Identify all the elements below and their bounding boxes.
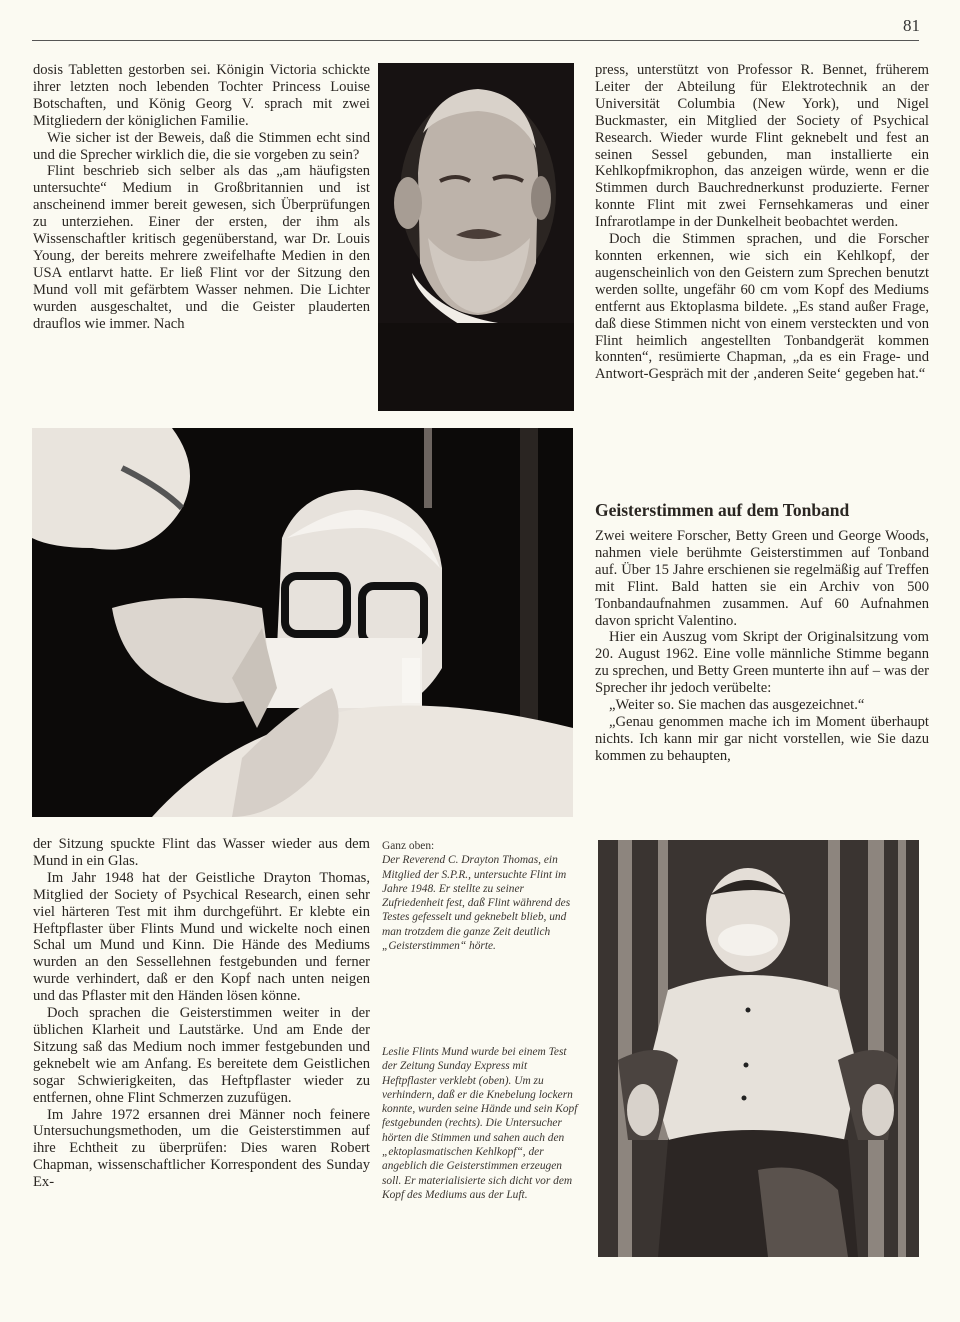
paragraph: Im Jahre 1972 ersannen drei Männer noch feinere Untersuchungsmethoden, um die Geisterstimmen auf ihre Echtheit zu überprüfen: Dies waren Robert Chapman, wissenschaftlicher Korrespondent des Sunday Ex-	[33, 1106, 370, 1191]
paragraph: Flint beschrieb sich selber als das „am häufigsten untersuchte“ Medium in Großbritannien und ist anscheinend immer bereit gewesen, sich Überprüfungen zu unterziehen. Einer der ersten, der ihm als Wissenschaftler kritisch gegenüberstand, war Dr. Louis Young, der bereits mehrere zweifelhafte Medien in den USA entlarvt hatte. Er ließ Flint vor der Sitzung den Mund voll mit gefärbtem Wasser nehmen. Die Lichter wurden ausgeschaltet, und die Geister plauderten drauflos wie immer. Nach	[33, 163, 370, 332]
caption-top	[382, 839, 582, 953]
paragraph: der Sitzung spuckte Flint das Wasser wieder aus dem Mund in ein Glas.	[33, 836, 370, 869]
caption-lead: Ganz oben:	[382, 840, 435, 852]
paragraph: Zwei weitere Forscher, Betty Green und George Woods, nahmen viele berühmte Geisterstimmen auf Tonband auf. Über 15 Jahre erschienen sie regelmäßig auf Treffen mit Flint. Bald hatten sie ein Archiv von 500 Tonbandaufnahmen zusammen. Auf 60 Aufnahmen davon spricht Valentino.	[595, 528, 929, 629]
paragraph: Im Jahr 1948 hat der Geistliche Drayton Thomas, Mitglied der Society of Psychical Research, einen sehr viel härteren Test mit ihm durchgeführt. Er klebte ein Heftpflaster über Flints Mund und wickelte noch einen Schal um Mund und Kinn. Die Hände des Mediums wurden an den Sessellehnen festgebunden und ferner wurde verhindert, daß er den Kopf nach unten neigen und das Pflaster mit den Händen lösen könne.	[33, 869, 370, 1005]
text-column-right-bottom	[595, 528, 929, 765]
photo-flint-gagged	[32, 428, 573, 817]
portrait-illustration	[378, 63, 574, 411]
page-number: 81	[903, 16, 920, 35]
photo-flint-seated	[598, 840, 919, 1257]
text-column-right-top	[595, 62, 929, 383]
caption-body: Leslie Flints Mund wurde bei einem Test der Zeitung Sunday Express mit Heftpflaster verklebt (oben). Um zu verhindern, daß er die Knebelung lockern konnte, wurden seine Hände und sein Kopf festgebunden (rechts). Die Untersucher hörten die Stimmen und sahen auch den „ektoplasmatischen Kehlkopf“, der angeblich die Geisterstimmen erzeugen soll. Er materialisierte sich dicht vor dem Kopf des Mediums aus der Luft.	[382, 1046, 578, 1201]
caption-bottom	[382, 1045, 582, 1202]
header-rule	[32, 40, 919, 41]
text-column-left-top	[33, 62, 370, 333]
paragraph: Doch sprachen die Geisterstimmen weiter in der üblichen Klarheit und Lautstärke. Und am Ende der Sitzung saß das Medium noch immer festgebunden und geknebelt wie am Anfang. Es bereitete dem Geistlichen sogar Schwierigkeiten, das Heftpflaster wieder zu entfernen, ohne Flint Schmerzen zuzufügen.	[33, 1005, 370, 1106]
gagged-illustration	[32, 428, 573, 817]
text-column-left-bottom	[33, 836, 370, 1191]
paragraph: „Genau genommen mache ich im Moment überhaupt nichts. Ich kann mir gar nicht vorstellen, wie Sie dazu kommen zu behaupten,	[595, 713, 929, 764]
paragraph: press, unterstützt von Professor R. Bennet, früherem Leiter der Abteilung für Elektrotechnik an der Universität Columbia (New York), und Nigel Buckmaster, ein Mitglied der Society of Psychical Research. Wieder wurde Flint geknebelt und fest an seinen Sessel gebunden, man installierte ein Kehlkopfmikrophon, das anzeigen würde, wenn er die Stimmen durch Bauchrednerkunst produzierte. Ferner konnte Flint mit zwei Fernsehkameras und einer Infrarotlampe in der Dunkelheit beobachtet werden.	[595, 62, 929, 231]
photo-portrait-drayton-thomas	[378, 63, 574, 411]
paragraph: Wie sicher ist der Beweis, daß die Stimmen echt sind und die Sprecher wirklich die, die sie vorgeben zu sein?	[33, 129, 370, 163]
section-heading: Geisterstimmen auf dem Tonband	[595, 500, 850, 520]
paragraph: Hier ein Auszug vom Skript der Originalsitzung vom 20. August 1962. Eine volle männliche Stimme begann zu sprechen, und Betty Green munterte ihn auf – was der Sprecher ihr jedoch verübelte:	[595, 629, 929, 697]
paragraph: dosis Tabletten gestorben sei. Königin Victoria schickte ihrer letzten noch lebenden Tochter Princess Louise Botschaften, und König Georg V. sprach mit zwei Mitgliedern der königlichen Familie.	[33, 62, 370, 129]
paragraph: „Weiter so. Sie machen das ausgezeichnet.“	[609, 697, 865, 714]
seated-illustration	[598, 840, 919, 1257]
caption-body: Der Reverend C. Drayton Thomas, ein Mitglied der S.P.R., untersuchte Flint im Jahre 1948. Er stellte zu seiner Zufriedenheit fest, daß Flint während des Testes gefesselt und geknebelt blieb, und man trotzdem die ganze Zeit deutlich „Geisterstimmen“ hörte.	[382, 854, 571, 953]
paragraph: Doch die Stimmen sprachen, und die Forscher konnten erkennen, wie sich ein Kehlkopf, der augenscheinlich von den Geistern zum Sprechen benutzt werden sollte, ungefähr 60 cm vom Kopf des Mediums entfernt aus Ektoplasma bildete. „Es stand außer Frage, daß diese Stimmen nicht von einem versteckten und von Flint heimlich angestellten Tonbandgerät kommen konnten“, resümierte Chapman, „da es ein Frage- und Antwort-Gespräch mit der ‚anderen Seite‘ gegeben hat.“	[595, 231, 929, 383]
